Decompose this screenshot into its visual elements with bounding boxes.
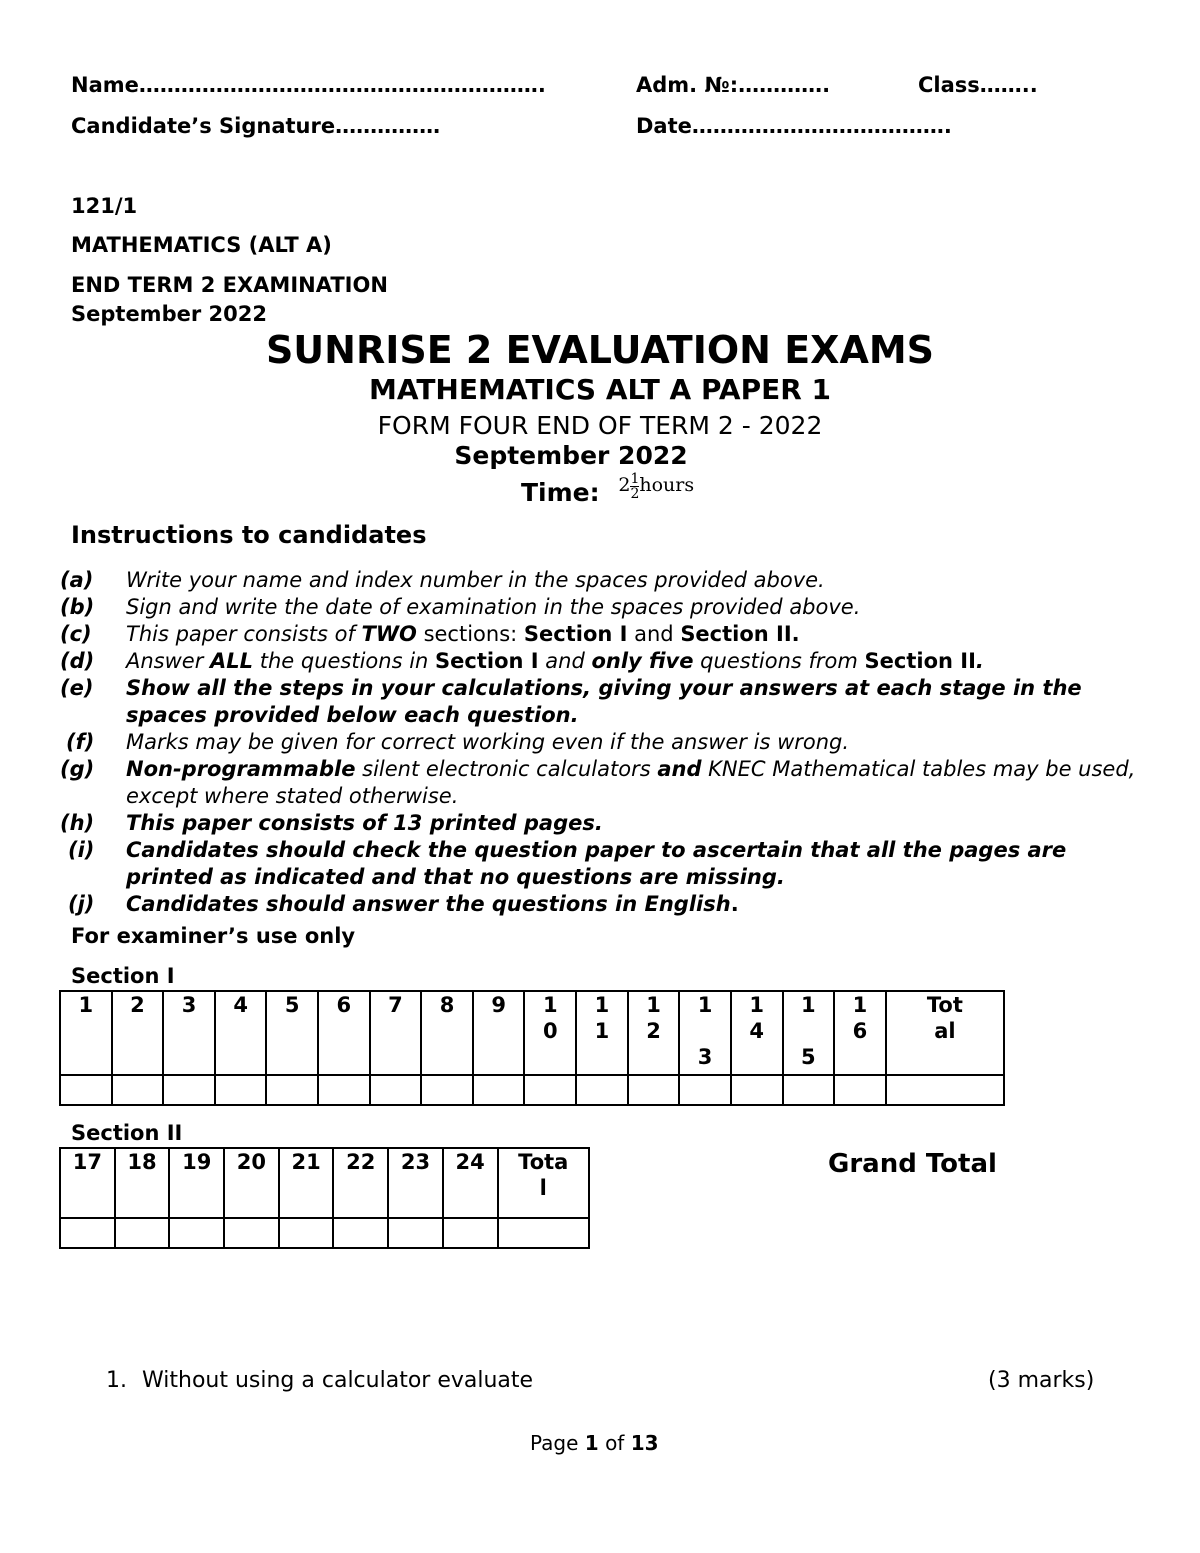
signature-field[interactable]: Candidate’s Signature…………… [71,114,441,138]
section1-label: Section I [71,964,175,988]
main-title: SUNRISE 2 EVALUATION EXAMS [265,328,935,372]
date-field[interactable]: Date………………………………. [636,114,952,138]
section1-score-cell[interactable] [60,1075,112,1105]
section2-header-cell: 20 [224,1148,279,1218]
section1-header-cell: 1 4 [731,991,783,1075]
instruction-a: (a) Write your name and index number in the spaces provided above. [60,568,825,592]
paper-code: 121/1 [71,194,138,218]
instruction-f: (f) Marks may be given for correct working even if the answer is wrong. [66,730,850,754]
section1-score-cell[interactable] [370,1075,422,1105]
section1-score-cell[interactable] [628,1075,680,1105]
section1-header-cell: 3 [163,991,215,1075]
section2-score-table [59,1147,590,1249]
class-field[interactable]: Class…….. [918,73,1038,97]
section1-score-cell[interactable] [163,1075,215,1105]
section2-score-cell[interactable] [60,1218,115,1248]
paper-subject: MATHEMATICS (ALT A) [71,233,332,257]
section2-header-cell: 19 [169,1148,224,1218]
section1-score-cell[interactable] [886,1075,1004,1105]
paper-title: MATHEMATICS ALT A PAPER 1 [368,373,832,406]
adm-number-field[interactable]: Adm. №:…………. [636,73,831,97]
time-value: 2 1 2 hours [618,470,695,502]
time-label: Time: [521,478,600,507]
section1-header-cell: 9 [473,991,525,1075]
instructions-heading: Instructions to candidates [71,521,427,549]
question-text: Without using a calculator evaluate [142,1368,534,1393]
instructions-list [60,567,1140,918]
instruction-c: (c) This paper consists of TWO sections: Section I and Section II. [60,622,800,646]
section1-header-cell: 1 1 [576,991,628,1075]
section2-score-cell[interactable] [115,1218,170,1248]
section2-score-cell[interactable] [498,1218,590,1248]
section1-header-cell: 1 3 [679,991,731,1075]
section2-header-cell: Tota l [498,1148,590,1218]
section1-score-cell[interactable] [215,1075,267,1105]
section2-score-cell[interactable] [279,1218,334,1248]
section2-score-cell[interactable] [224,1218,279,1248]
section1-score-cell[interactable] [524,1075,576,1105]
section2-label: Section II [71,1121,183,1145]
section2-header-cell: 22 [333,1148,388,1218]
time-row [521,470,695,511]
section1-header-cell: 6 [318,991,370,1075]
section1-score-table [59,990,1005,1106]
section2-header-cell: 21 [279,1148,334,1218]
page-footer: Page 1 of 13 [530,1431,659,1455]
exam-date: September 2022 [71,302,267,326]
grand-total-label: Grand Total [828,1149,997,1179]
instruction-i: (i) Candidates should check the question paper to ascertain that all the pages are printed as indicated and that no questions are missing. [68,838,1067,889]
question-number: 1. [106,1368,127,1393]
section1-score-cell[interactable] [473,1075,525,1105]
section1-header-cell: 1 6 [834,991,886,1075]
section1-header-cell: 7 [370,991,422,1075]
section1-score-cell[interactable] [679,1075,731,1105]
instruction-d: (d) Answer ALL the questions in Section I and only five questions from Section II. [60,649,984,673]
section1-header-cell: 5 [266,991,318,1075]
exam-name: END TERM 2 EXAMINATION [71,273,388,297]
section1-score-cell[interactable] [421,1075,473,1105]
section1-header-cell: 1 0 [524,991,576,1075]
section1-score-cell[interactable] [266,1075,318,1105]
section1-header-cell: 8 [421,991,473,1075]
section2-score-cell[interactable] [333,1218,388,1248]
section1-score-cell[interactable] [112,1075,164,1105]
section2-header-cell: 24 [443,1148,498,1218]
section2-score-cell[interactable] [388,1218,443,1248]
name-field[interactable]: Name…………………………………………………. [71,73,546,97]
month-title: September 2022 [454,441,688,470]
instruction-e: (e) Show all the steps in your calculations, giving your answers at each stage in the spaces provided below each question. [60,676,1082,727]
instruction-b: (b) Sign and write the date of examination in the spaces provided above. [60,595,861,619]
section2-header-cell: 17 [60,1148,115,1218]
section1-header-cell: 1 [60,991,112,1075]
section2-score-cell[interactable] [169,1218,224,1248]
question-marks: (3 marks) [988,1368,1095,1393]
section1-score-cell[interactable] [783,1075,835,1105]
section1-header-cell: 4 [215,991,267,1075]
term-title: FORM FOUR END OF TERM 2 - 2022 [377,411,823,440]
section1-header-cell: 1 5 [783,991,835,1075]
examiner-heading: For examiner’s use only [71,924,356,948]
section1-score-cell[interactable] [318,1075,370,1105]
section2-header-cell: 23 [388,1148,443,1218]
instruction-h: (h) This paper consists of 13 printed pages. [60,811,603,835]
section1-header-cell: 1 2 [628,991,680,1075]
section1-header-cell: Tot al [886,991,1004,1075]
section2-header-cell: 18 [115,1148,170,1218]
section2-score-cell[interactable] [443,1218,498,1248]
section1-header-cell: 2 [112,991,164,1075]
section1-score-cell[interactable] [731,1075,783,1105]
instruction-g: (g) Non-programmable silent electronic calculators and KNEC Mathematical tables may be used, except where stated otherwise. [60,757,1136,808]
section1-score-cell[interactable] [834,1075,886,1105]
section1-score-cell[interactable] [576,1075,628,1105]
instruction-j: (j) Candidates should answer the questions in English. [68,892,739,916]
